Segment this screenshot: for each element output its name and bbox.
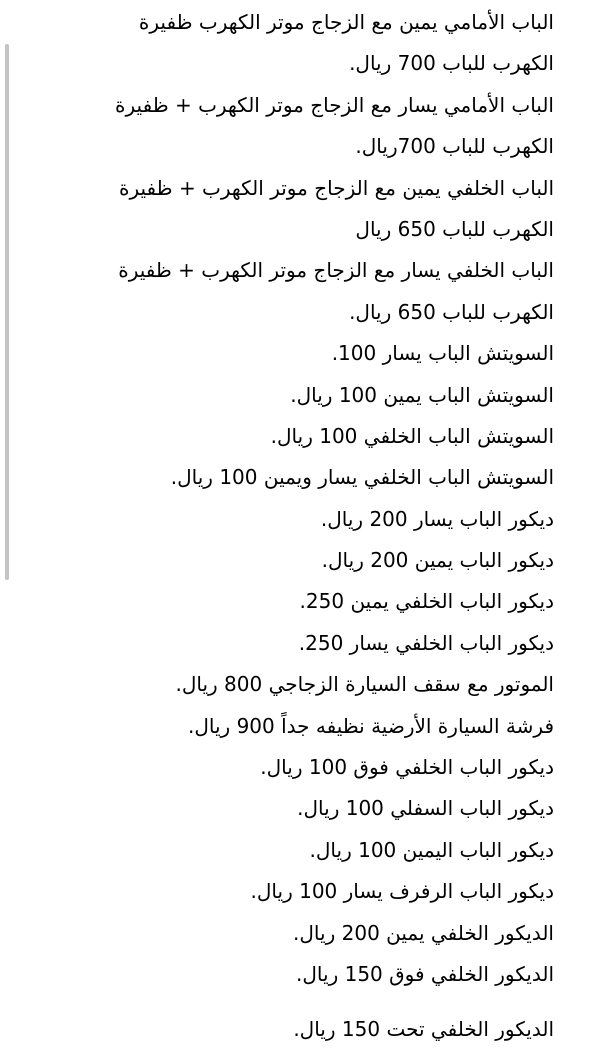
text-line: ديكور الباب اليمين 100 ريال. [309,837,554,862]
text-line: الباب الأمامي يمين مع الزجاج موتر الكهرب ظفيرة [138,10,554,34]
text-line: فرشة السيارة الأرضية نظيفه جداً 900 ريال. [187,713,554,738]
text-line-partial: الديكور الخلفي تحت 150 ريال. [293,1017,554,1042]
text-line: الكهرب للباب 700 ريال. [349,51,554,76]
text-line: السويتش الباب يسار 100. [331,341,554,366]
text-line: الكهرب للباب 650 ريال [355,216,554,241]
text-line: ديكور الباب الخلفي فوق 100 ريال. [260,755,554,780]
text-line: الباب الخلفي يمين مع الزجاج موتر الكهرب + ظفيرة [119,175,554,200]
text-line: الموتور مع سقف السيارة الزجاجي 800 ريال. [175,672,554,697]
text-line: ديكور الباب الخلفي يسار 250. [298,630,554,655]
text-line: ديكور الباب الرفرف يسار 100 ريال. [250,879,554,904]
text-line: ديكور الباب الخلفي يمين 250. [299,589,554,614]
text-line: الديكور الخلفي يمين 200 ريال. [293,920,554,945]
text-line: السويتش الباب الخلفي 100 ريال. [270,423,554,448]
text-line: ديكور الباب يسار 200 ريال. [320,506,554,531]
text-line: الباب الأمامي يسار مع الزجاج موتر الكهرب + ظفيرة [115,92,554,117]
text-line: ديكور الباب السفلي 100 ريال. [297,796,554,821]
text-line: الديكور الخلفي فوق 150 ريال. [296,961,554,986]
document-text [40,2,554,1042]
text-line: الباب الخلفي يسار مع الزجاج موتر الكهرب + ظفيرة [118,258,554,283]
text-line: الكهرب للباب 650 ريال. [349,299,554,324]
text-line: الكهرب للباب 700ريال. [355,134,554,159]
scroll-indicator[interactable] [5,44,9,580]
text-line: السويتش الباب الخلفي يسار ويمين 100 ريال. [170,465,554,490]
text-line: ديكور الباب يمين 200 ريال. [321,548,554,573]
text-line: السويتش الباب يمين 100 ريال. [290,382,554,407]
